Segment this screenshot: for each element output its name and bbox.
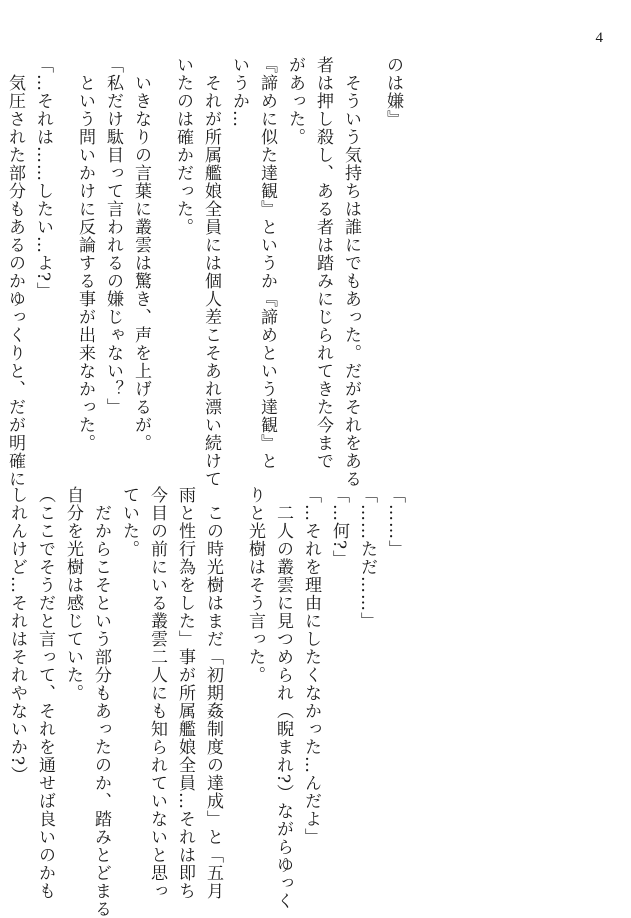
- text-line: 者は押し殺し、ある者は踏みにじられてきた今まで: [313, 56, 333, 470]
- paragraph-gap: [155, 56, 169, 442]
- text-line: いたのは確かだった。: [173, 56, 193, 236]
- text-line: 気圧された部分もあるのかゆっくりと、だが明確に: [5, 56, 25, 488]
- text-line: 「……ただ……」: [357, 486, 377, 630]
- text-line: （ここでそうだと言って、それを通せば良いのかも: [35, 486, 55, 900]
- text-line: 雨と性行為をした」事が所属艦娘全員…それは即ち: [175, 486, 195, 900]
- text-line: だからこそという部分もあったのか、踏みとどまる: [91, 486, 111, 918]
- text-column-block-bottom: [0, 486, 409, 918]
- paragraph-gap: [227, 486, 241, 870]
- text-line: 「…何?」: [329, 486, 349, 569]
- text-line: 『諦めに似た達観』というか『諦めという達観』と: [257, 56, 277, 470]
- text-line: 「…それは……したい…よ?」: [33, 56, 53, 301]
- text-line: があった。: [285, 56, 305, 146]
- text-line: 「…それを理由にしたくなかった…んだよ」: [301, 486, 321, 846]
- text-line: この時光樹はまだ「初期姦制度の達成」と「五月: [203, 486, 223, 900]
- paragraph-gap: [57, 56, 71, 442]
- text-line: 自分を光樹は感じていた。: [63, 486, 83, 702]
- text-line: 二人の叢雲に見つめられ（睨まれ?）ながらゆっく: [273, 486, 293, 911]
- page-number: 4: [595, 30, 603, 46]
- text-line: そういう気持ちは誰にでもあった。だがそれをある: [341, 56, 361, 488]
- text-line: いうか…: [229, 56, 249, 128]
- text-line: りと光樹はそう言った。: [245, 486, 265, 684]
- paragraph-gap: [365, 56, 379, 442]
- text-line: それが所属艦娘全員には個人差こそあれ漂い続けて: [201, 56, 221, 488]
- text-line: のは嫌』: [383, 56, 403, 128]
- text-line: 今目の前にいる叢雲二人にも知られていないと思っ: [147, 486, 167, 900]
- text-line: という問いかけに反論する事が出来なかった。: [75, 56, 95, 452]
- text-line: [0, 486, 3, 870]
- text-line: 「……」: [385, 486, 405, 558]
- text-line: いきなりの言葉に叢雲は驚き、声を上げるが。: [131, 56, 151, 452]
- text-column-block-top: [0, 56, 407, 488]
- text-line: 「私だけ駄目って言われるの嫌じゃない？」: [103, 56, 123, 416]
- text-line: ていた。: [119, 486, 139, 558]
- text-line: しれんけど…それはそれやないか?）: [7, 486, 27, 785]
